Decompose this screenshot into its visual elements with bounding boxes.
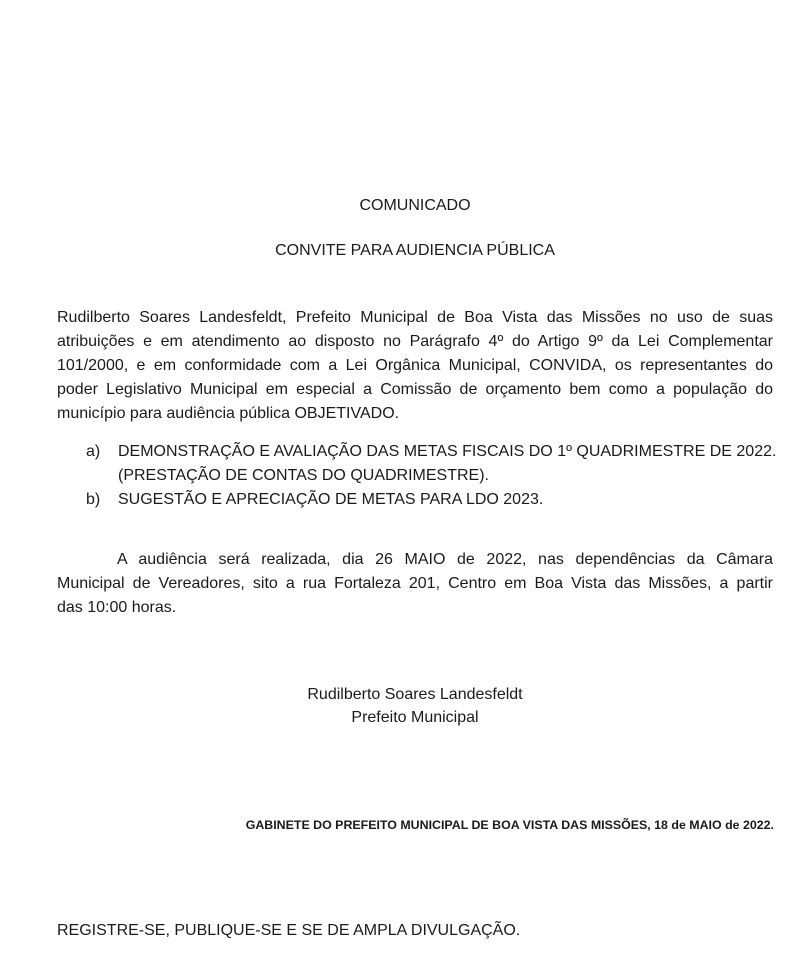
schedule-line: das 10:00 horas. <box>57 599 177 616</box>
schedule-line: Municipal de Vereadores, sito a rua Fortaleza 201, Centro em Boa Vista das Missões, a partir <box>57 575 773 592</box>
list-item-text: (PRESTAÇÃO DE CONTAS DO QUADRIMESTRE). <box>118 467 489 484</box>
schedule-line: A audiência será realizada, dia 26 MAIO de 2022, nas dependências da Câmara <box>117 551 773 568</box>
intro-line: 101/2000, e em conformidade com a Lei Orgânica Municipal, CONVIDA, os representantes do <box>57 357 773 374</box>
intro-line: município para audiência pública OBJETIVADO. <box>57 405 400 422</box>
list-item-text: SUGESTÃO E APRECIAÇÃO DE METAS PARA LDO 2023. <box>118 491 544 508</box>
intro-line: Rudilberto Soares Landesfeldt, Prefeito Municipal de Boa Vista das Missões no uso de suas <box>57 309 773 326</box>
list-item <box>86 440 776 488</box>
intro-paragraph <box>57 306 773 426</box>
list-marker: a) <box>86 443 101 460</box>
document-title: COMUNICADO <box>359 197 471 214</box>
list-item <box>86 488 776 512</box>
list-item-text: DEMONSTRAÇÃO E AVALIAÇÃO DAS METAS FISCAIS DO 1º QUADRIMESTRE DE 2022. <box>118 443 777 460</box>
intro-line: atribuições e em atendimento ao disposto no Parágrafo 4º do Artigo 9º da Lei Complementar <box>57 333 773 350</box>
intro-line: poder Legislativo Municipal em especial a Comissão de orçamento bem como a população do <box>57 381 773 398</box>
office-date-line: GABINETE DO PREFEITO MUNICIPAL DE BOA VISTA DAS MISSÕES, 18 de MAIO de 2022. <box>245 818 774 832</box>
signature-name: Rudilberto Soares Landesfeldt <box>307 686 523 703</box>
list-marker: b) <box>86 491 101 508</box>
signature-role: Prefeito Municipal <box>351 709 479 726</box>
closing-statement: REGISTRE-SE, PUBLIQUE-SE E SE DE AMPLA DIVULGAÇÃO. <box>57 922 521 939</box>
objectives-list <box>86 440 776 512</box>
document-subtitle: CONVITE PARA AUDIENCIA PÚBLICA <box>275 242 555 259</box>
schedule-paragraph <box>57 548 773 620</box>
